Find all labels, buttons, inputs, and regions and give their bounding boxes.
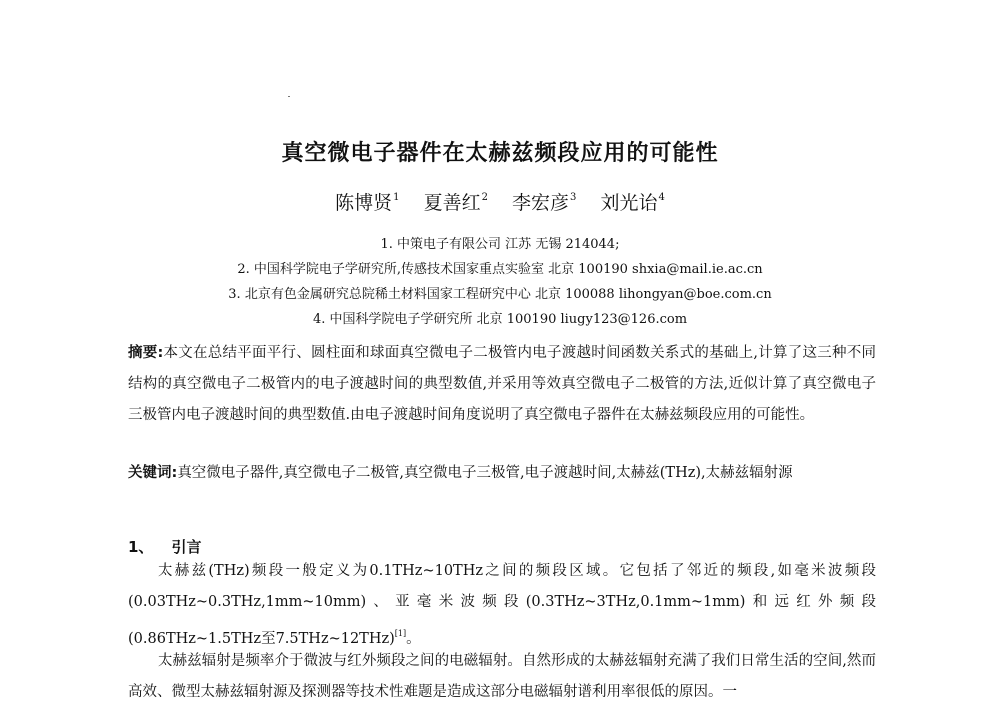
intro-paragraph-2 [128, 646, 876, 708]
keywords-label: 关键词: [128, 465, 178, 481]
author-name: 李宏彦 [512, 192, 570, 214]
paragraph-text: 太赫兹(THz)频段一般定义为0.1THz~10THz之间的频段区域。它包括了邻近的频段,如毫米波频段(0.03THz~0.3THz,1mm~10mm)、亚毫米波频段(0.3THz~3THz,0.1mm~1mm)和远红外频段(0.86THz~1.5THz至7.5THz~12THz) [128, 563, 876, 647]
author-name: 刘光诒 [600, 192, 658, 214]
citation-ref: [1] [394, 629, 407, 638]
affiliation-2: 2. 中国科学院电子学研究所,传感技术国家重点实验室 北京 100190 shxia@mail.ie.ac.cn [237, 262, 763, 277]
affiliation-mark: 2 [481, 192, 488, 203]
affiliation-mark: 1 [393, 192, 400, 203]
author [600, 192, 664, 214]
author [424, 192, 488, 214]
affiliation-3: 3. 北京有色金属研究总院稀土材料国家工程研究中心 北京 100088 lihongyan@boe.com.cn [228, 287, 772, 302]
intro-paragraph-1 [128, 556, 876, 655]
scan-speck [288, 96, 290, 97]
affiliation-mark: 3 [570, 192, 577, 203]
author-name: 陈博贤 [335, 192, 393, 214]
paragraph-end: 。 [406, 631, 421, 647]
author [335, 192, 399, 214]
affiliation-mark: 4 [658, 192, 665, 203]
paper-title: 真空微电子器件在太赫兹频段应用的可能性 [281, 141, 719, 166]
affiliation-1: 1. 中策电子有限公司 江苏 无锡 214044; [380, 237, 620, 252]
keywords [128, 458, 876, 489]
section-title: 引言 [171, 538, 202, 556]
section-heading [128, 536, 201, 557]
author [512, 192, 576, 214]
affiliation-4: 4. 中国科学院电子学研究所 北京 100190 liugy123@126.com [312, 312, 688, 327]
abstract [128, 338, 876, 431]
abstract-label: 摘要: [128, 345, 164, 361]
affiliation-list [0, 232, 1000, 332]
paragraph-text: 太赫兹辐射是频率介于微波与红外频段之间的电磁辐射。自然形成的太赫兹辐射充满了我们日常生活的空间,然而高效、微型太赫兹辐射源及探测器等技术性难题是造成这部分电磁辐射谱利用率很低的原因。一 [128, 653, 876, 700]
author-name: 夏善红 [423, 192, 481, 214]
abstract-text: 本文在总结平面平行、圆柱面和球面真空微电子二极管内电子渡越时间函数关系式的基础上,计算了这三种不同结构的真空微电子二极管内的电子渡越时间的典型数值,并采用等效真空微电子二极管的方法,近似计算了真空微电子三极管内电子渡越时间的典型数值.由电子渡越时间角度说明了真空微电子器件在太赫兹频段应用的可能性。 [128, 345, 876, 423]
keywords-text: 真空微电子器件,真空微电子二极管,真空微电子三极管,电子渡越时间,太赫兹(THz),太赫兹辐射源 [177, 465, 793, 481]
section-number: 1、 [128, 538, 154, 556]
author-list [0, 188, 1000, 215]
